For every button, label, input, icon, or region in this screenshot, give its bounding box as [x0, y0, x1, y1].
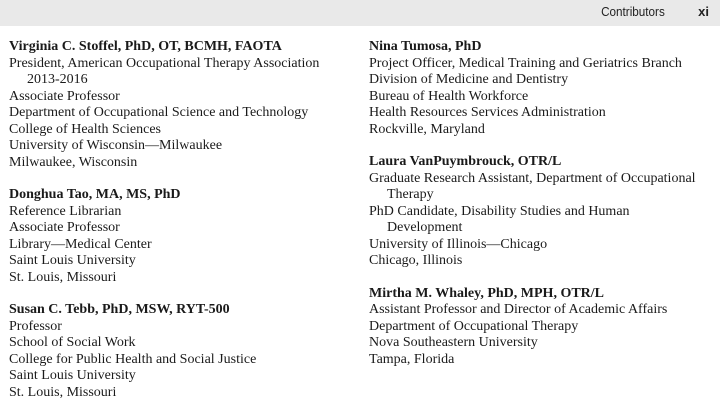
contributor-name: Laura VanPuymbrouck, OTR/L	[369, 154, 562, 169]
affiliation-line: College for Public Health and Social Justice	[9, 351, 257, 367]
contributor-name: Nina Tumosa, PhD	[369, 39, 482, 54]
affiliation-line: University of Wisconsin—Milwaukee	[9, 138, 223, 153]
contributor-name: Mirtha M. Whaley, PhD, MPH, OTR/L	[369, 285, 605, 301]
affiliation-line: Therapy	[387, 187, 434, 202]
contributor-name: Virginia C. Stoffel, PhD, OT, BCMH, FAOTA	[9, 39, 282, 54]
contributor-name: Susan C. Tebb, PhD, MSW, RYT-500	[9, 302, 230, 317]
affiliation-line: Development	[387, 220, 463, 235]
affiliation-line: Associate Professor	[9, 88, 120, 104]
affiliation-line: Department of Occupational Therapy	[369, 318, 579, 334]
affiliation-line: Saint Louis University	[9, 253, 136, 268]
contributor-name: Donghua Tao, MA, MS, PhD	[9, 187, 181, 202]
page-number: xi	[698, 4, 709, 19]
affiliation-line: Assistant Professor and Director of Academic Affairs	[369, 302, 668, 317]
affiliation-line: Reference Librarian	[9, 203, 122, 219]
section-title: Contributors	[601, 4, 665, 19]
affiliation-line: Project Officer, Medical Training and Geriatrics Branch	[369, 55, 682, 71]
affiliation-line: St. Louis, Missouri	[9, 384, 117, 400]
affiliation-line: Library—Medical Center	[9, 236, 152, 252]
contributor-entry	[9, 302, 349, 401]
contributor-entry	[369, 154, 714, 270]
contributor-entry	[369, 39, 714, 138]
affiliation-line: School of Social Work	[9, 335, 136, 350]
affiliation-line: Professor	[9, 318, 62, 334]
affiliation-line: College of Health Sciences	[9, 121, 162, 137]
affiliation-line: Rockville, Maryland	[369, 121, 485, 137]
affiliation-line: Associate Professor	[9, 220, 120, 235]
affiliation-line: Tampa, Florida	[369, 351, 455, 367]
contributor-entry	[9, 39, 349, 171]
affiliation-line: Division of Medicine and Dentistry	[369, 72, 569, 87]
affiliation-line: Saint Louis University	[9, 368, 136, 383]
affiliation-line: 2013-2016	[27, 72, 88, 87]
affiliation-line: Graduate Research Assistant, Department of Occupational	[369, 170, 696, 186]
contributor-entry	[9, 187, 349, 286]
right-column	[369, 39, 714, 384]
affiliation-line: Bureau of Health Workforce	[369, 88, 529, 104]
left-column	[9, 39, 349, 417]
affiliation-line: Department of Occupational Science and Technology	[9, 105, 309, 120]
affiliation-line: President, American Occupational Therapy Association	[9, 55, 320, 71]
affiliation-line: PhD Candidate, Disability Studies and Human	[369, 203, 630, 219]
affiliation-line: University of Illinois—Chicago	[369, 236, 548, 252]
affiliation-line: Health Resources Services Administration	[369, 105, 606, 120]
affiliation-line: Milwaukee, Wisconsin	[9, 154, 138, 170]
contributor-entry	[369, 286, 714, 369]
affiliation-line: Chicago, Illinois	[369, 253, 463, 268]
affiliation-line: St. Louis, Missouri	[9, 269, 117, 285]
running-header	[0, 0, 720, 26]
affiliation-line: Nova Southeastern University	[369, 335, 538, 350]
